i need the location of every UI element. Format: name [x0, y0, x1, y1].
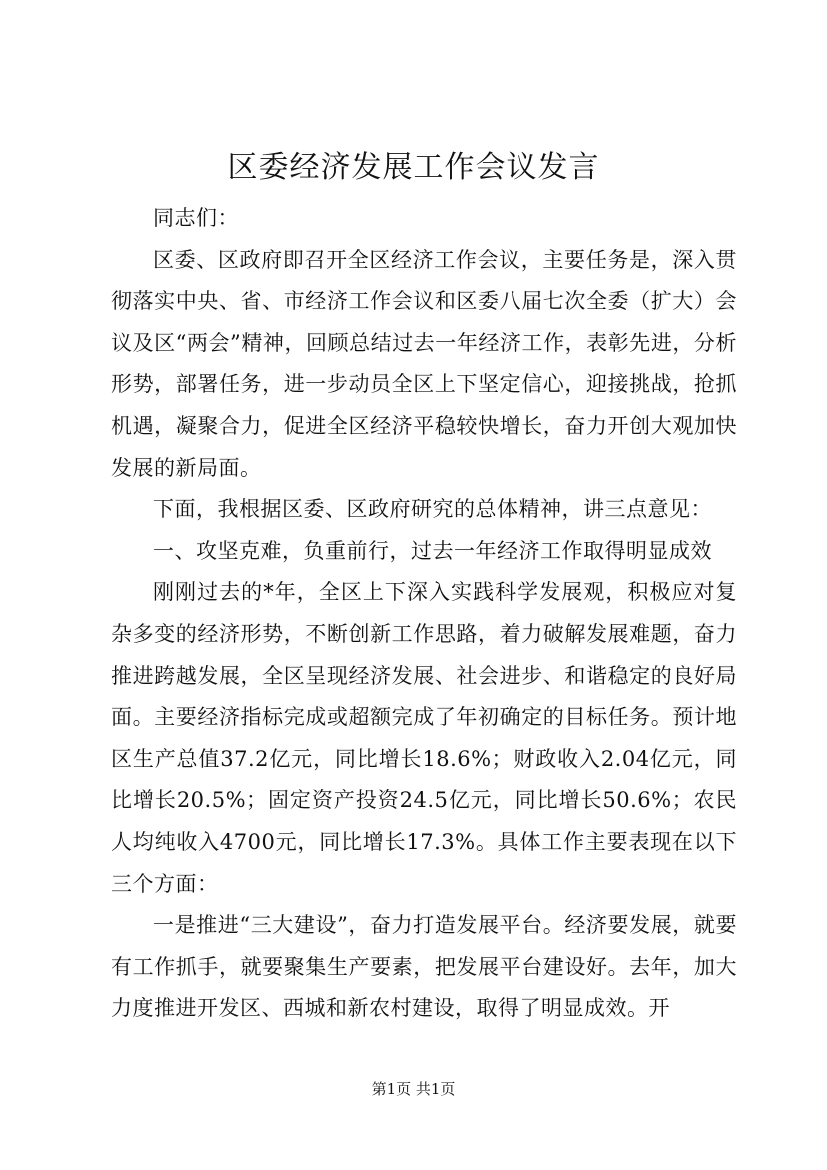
- document-title: 区委经济发展工作会议发言: [227, 150, 600, 185]
- platform-paragraph: 一是推进“三大建设”，奋力打造发展平台。经济要发展，就要有工作抓手，就要聚集生产要素，把发展平台建设好。去年，加大力度推进开发区、西城和新农村建设，取得了明显成效。开: [111, 913, 737, 1021]
- document-body: [111, 198, 737, 1030]
- intro-paragraph: 区委、区政府即召开全区经济工作会议，主要任务是，深入贯彻落实中央、省、市经济工作会议和区委八届七次全委（扩大）会议及区“两会”精神，回顾总结过去一年经济工作，表彰先进，分析形势，部署任务，进一步动员全区上下坚定信心，迎接挑战，抢抓机遇，凝聚合力，促进全区经济平稳较快增长，奋力开创大观加快发展的新局面。: [111, 247, 737, 480]
- salutation-paragraph: 同志们：: [153, 206, 239, 230]
- page-number-footer: 第1页 共1页: [371, 1080, 456, 1098]
- review-paragraph: 刚刚过去的*年，全区上下深入实践科学发展观，积极应对复杂多变的经济形势，不断创新工作思路，着力破解发展难题，奋力推进跨越发展，全区呈现经济发展、社会进步、和谐稳定的良好局面。主要经济指标完成或超额完成了年初确定的目标任务。预计地区生产总值37.2亿元，同比增长18.6%；财政收入2.04亿元，同比增长20.5%；固定资产投资24.5亿元，同比增长50.6%；农民人均纯收入4700元，同比增长17.3%。具体工作主要表现在以下三个方面：: [111, 580, 737, 896]
- outline-paragraph: 下面，我根据区委、区政府研究的总体精神，讲三点意见：: [153, 497, 712, 522]
- section-heading: 一、攻坚克难，负重前行，过去一年经济工作取得明显成效: [153, 538, 712, 563]
